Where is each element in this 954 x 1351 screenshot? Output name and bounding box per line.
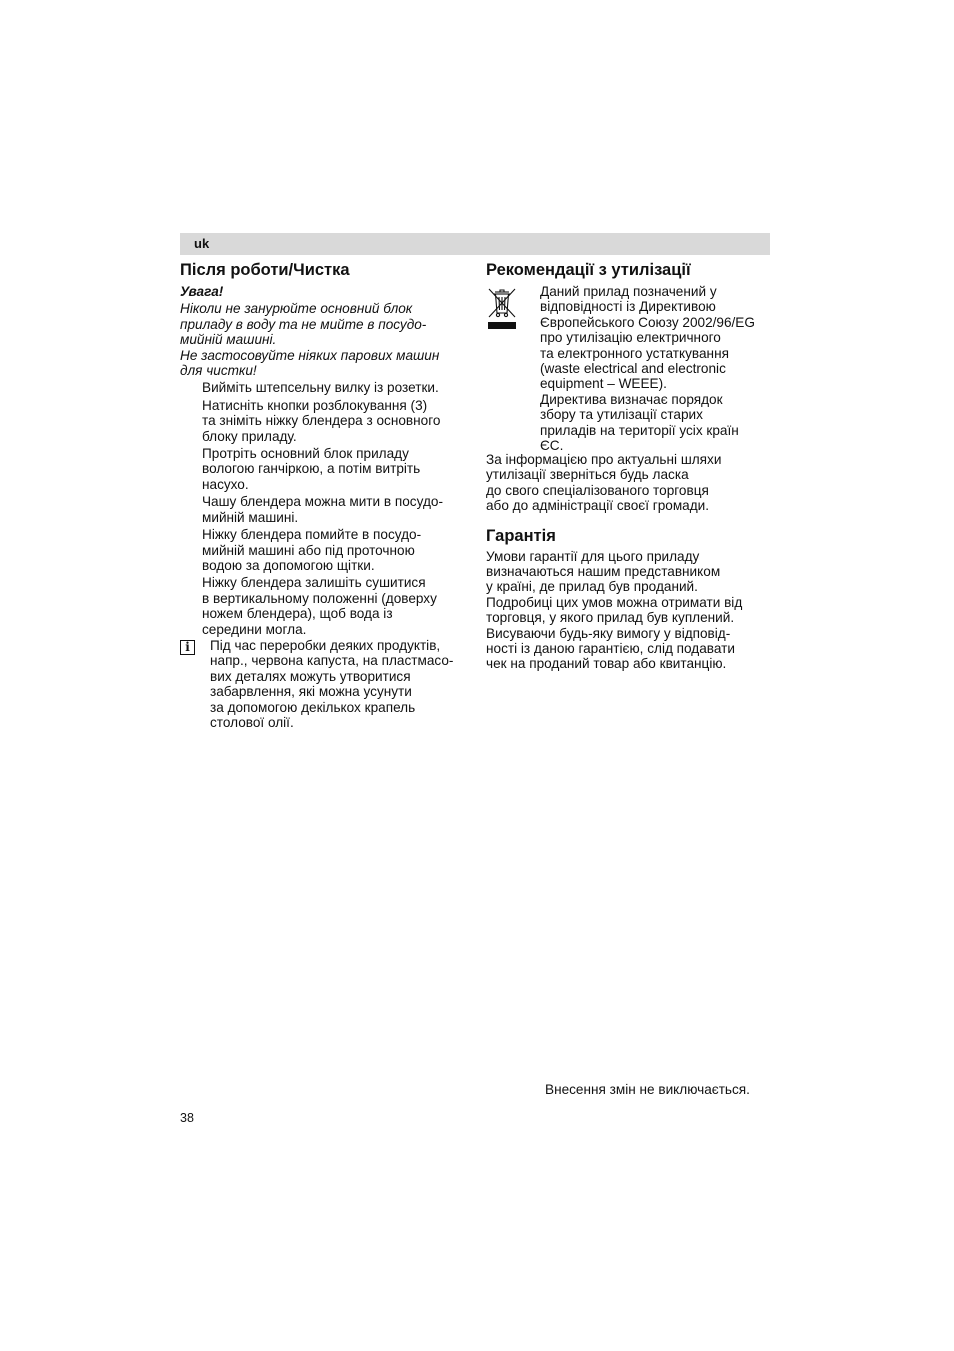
note-line: вих деталях можуть утворитися: [210, 668, 411, 684]
crossed-bin-icon: [486, 286, 518, 330]
guarantee-line: ності із даною гарантією, слід подавати: [486, 641, 735, 657]
weee-line: відповідності із Директивою: [540, 299, 716, 315]
step-line: блоку приладу.: [202, 428, 297, 444]
cleaning-step: [202, 527, 470, 573]
step-line: Вийміть штепсельну вилку із розетки.: [202, 380, 439, 396]
language-tag: uk: [194, 236, 210, 251]
step-line: водою за допомогою щітки.: [202, 557, 375, 573]
warning-line: мийній машині.: [180, 332, 277, 348]
step-line: Ніжку блендера залишіть сушитися: [202, 575, 426, 591]
step-line: Протріть основний блок приладу: [202, 446, 409, 462]
cleaning-step: [202, 575, 470, 637]
step-line: в вертикальному положенні (доверху: [202, 590, 437, 606]
warning-line: приладу в воду та не мийте в посудо-: [180, 316, 427, 332]
guarantee-line: Умови гарантії для цього приладу: [486, 548, 700, 564]
note-line: напр., червона капуста, на пластмасо-: [210, 653, 454, 669]
weee-block: [486, 284, 776, 452]
guarantee-line: чек на проданий товар або квитанцію.: [486, 656, 727, 672]
step-line: Чашу блендера можна мити в посудо-: [202, 494, 443, 510]
guarantee-line: Висуваючи будь-яку вимогу у відповід-: [486, 625, 731, 641]
weee-line: Європейського Союзу 2002/96/EG: [540, 314, 755, 330]
weee-text: [540, 284, 780, 453]
step-line: насухо.: [202, 476, 249, 492]
weee-line: (waste electrical and electronic: [540, 361, 726, 377]
guarantee-line: визначаються нашим представником: [486, 564, 721, 580]
cleaning-step: [202, 494, 470, 525]
language-bar: [180, 233, 770, 255]
weee-line: ЄС.: [540, 438, 564, 454]
recycle-info-line: утилізації зверніться будь ласка: [486, 467, 689, 483]
weee-line: Директива визначає порядок: [540, 391, 723, 407]
recycling-heading: Рекомендації з утилізації: [486, 261, 691, 279]
recycle-info-line: За інформацією про актуальні шляхи: [486, 452, 722, 467]
weee-line: про утилізацію електричного: [540, 330, 721, 346]
warning-line: Не застосовуйте ніяких парових машин: [180, 347, 440, 363]
weee-line: equipment – WEEE).: [540, 376, 667, 392]
guarantee-line: у країні, де прилад був проданий.: [486, 579, 698, 595]
note-line: забарвлення, які можна усунути: [210, 684, 412, 700]
recycle-info-line: до свого спеціалізованого торговця: [486, 482, 709, 498]
right-column: [486, 260, 776, 672]
step-line: мийній машині.: [202, 509, 299, 525]
recycle-info-line: або до адміністрації своєї громади.: [486, 498, 710, 514]
info-icon: i: [180, 640, 195, 655]
cleaning-step: [202, 380, 470, 395]
guarantee-heading: Гарантія: [486, 526, 556, 545]
step-line: Ніжку блендера помийте в посудо-: [202, 527, 422, 543]
step-line: Натисніть кнопки розблокування (3): [202, 397, 428, 413]
note-line: Під час переробки деяких продуктів,: [210, 637, 441, 653]
note-line: столової олії.: [210, 714, 294, 730]
cleaning-section: [180, 260, 470, 730]
cleaning-heading: Після роботи/Чистка: [180, 261, 350, 279]
cleaning-step: [202, 398, 470, 444]
step-line: мийній машині або під проточною: [202, 542, 415, 558]
page-number: 38: [180, 1111, 194, 1125]
info-note: [180, 638, 470, 730]
warning-line: Ніколи не занурюйте основний блок: [180, 301, 413, 317]
weee-line: збору та утилізації старих: [540, 407, 703, 423]
step-line: вологою ганчіркою, а потім витріть: [202, 461, 421, 477]
guarantee-line: Подробиці цих умов можна отримати від: [486, 594, 743, 610]
cleaning-step: [202, 446, 470, 492]
step-line: середини могла.: [202, 621, 307, 637]
weee-line: та електронного устаткування: [540, 345, 729, 361]
warning-line: для чистки!: [180, 363, 257, 379]
guarantee-line: торговця, у якого прилад був куплений.: [486, 610, 735, 626]
weee-line: приладів на території усіх країн: [540, 422, 739, 438]
warning-title: Увага!: [180, 284, 224, 299]
step-line: та зніміть ніжку блендера з основного: [202, 413, 441, 429]
changes-disclaimer: Внесення змін не виключається.: [545, 1082, 750, 1097]
weee-line: Даний прилад позначений у: [540, 284, 717, 299]
step-line: ножем блендера), щоб вода із: [202, 606, 393, 622]
note-line: за допомогою декількох крапель: [210, 699, 416, 715]
